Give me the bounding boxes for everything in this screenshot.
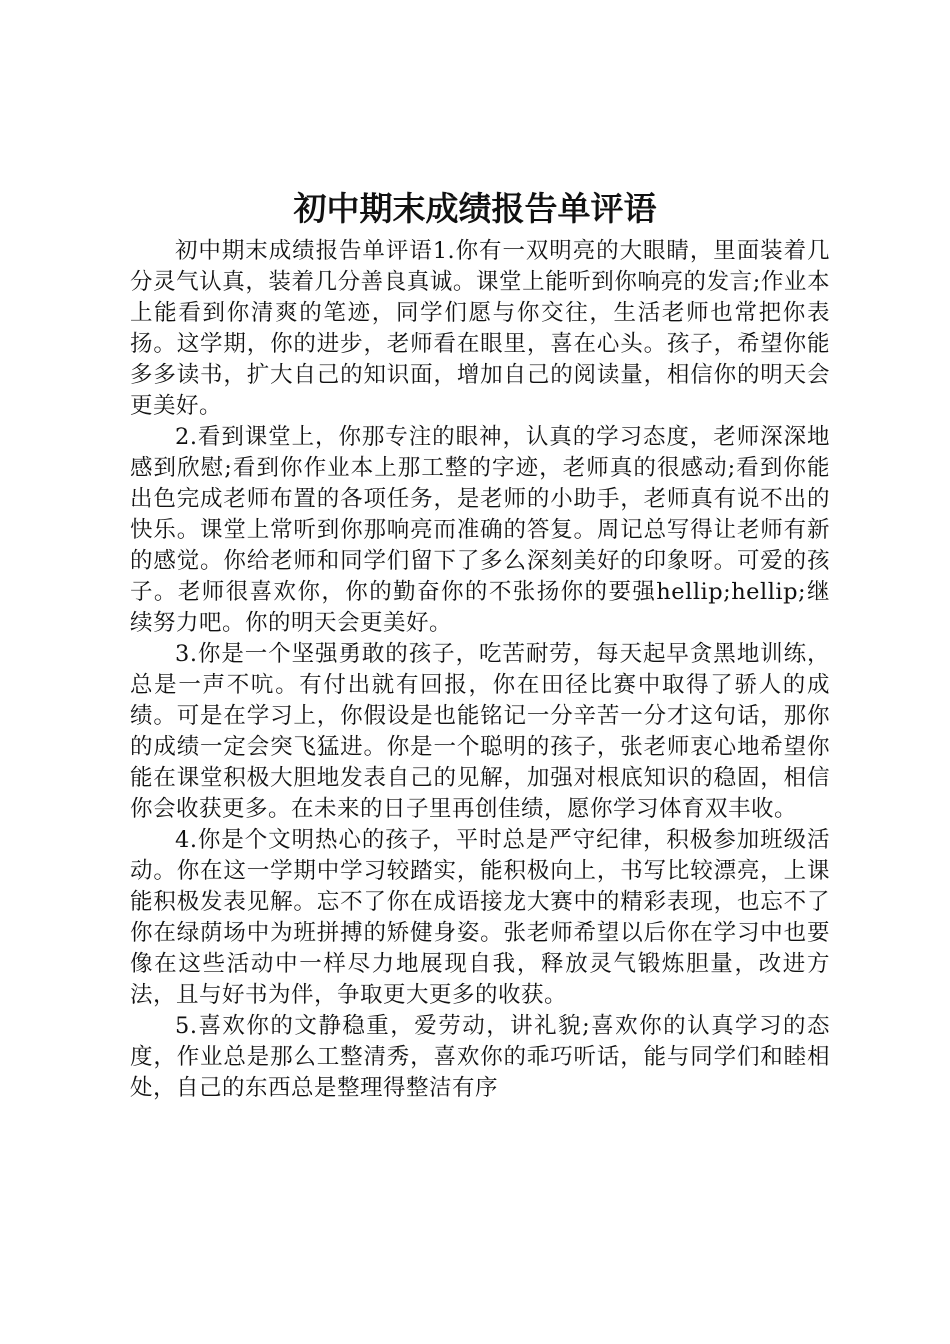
- document-title: 初中期末成绩报告单评语: [293, 189, 657, 228]
- paragraph-4: 4.你是个文明热心的孩子，平时总是严守纪律，积极参加班级活动。你在这一学期中学习较踏实，能积极向上，书写比较漂亮，上课能积极发表见解。忘不了你在成语接龙大赛中的精彩表现，也忘不了你在绿荫场中为班拼搏的矫健身姿。张老师希望以后你在学习中也要像在这些活动中一样尽力地展现自我，释放灵气锻炼胆量，改进方法，且与好书为伴，争取更大更多的收获。: [130, 827, 830, 1008]
- paragraph-2: 2.看到课堂上，你那专注的眼神，认真的学习态度，老师深深地感到欣慰;看到你作业本上那工整的字迹，老师真的很感动;看到你能出色完成老师布置的各项任务，是老师的小助手，老师真有说不出的快乐。课堂上常听到你那响亮而准确的答复。周记总写得让老师有新的感觉。你给老师和同学们留下了多么深刻美好的印象呀。可爱的孩子。老师很喜欢你，你的勤奋你的不张扬你的要强hellip;hellip;继续努力吧。你的明天会更美好。: [130, 424, 830, 636]
- document-body: [130, 236, 830, 1104]
- paragraph-3: 3.你是一个坚强勇敢的孩子，吃苦耐劳，每天起早贪黑地训练，总是一声不吭。有付出就有回报，你在田径比赛中取得了骄人的成绩。可是在学习上，你假设是也能铭记一分辛苦一分才这句话，那你的成绩一定会突飞猛进。你是一个聪明的孩子，张老师衷心地希望你能在课堂积极大胆地发表自己的见解，加强对根底知识的稳固，相信你会收获更多。在未来的日子里再创佳绩，愿你学习体育双丰收。: [130, 641, 830, 822]
- paragraph-5: 5.喜欢你的文静稳重，爱劳动，讲礼貌;喜欢你的认真学习的态度，作业总是那么工整清秀，喜欢你的乖巧听话，能与同学们和睦相处，自己的东西总是整理得整洁有序: [130, 1013, 830, 1101]
- paragraph-1: 初中期末成绩报告单评语1.你有一双明亮的大眼睛，里面装着几分灵气认真，装着几分善良真诚。课堂上能听到你响亮的发言;作业本上能看到你清爽的笔迹，同学们愿与你交往，生活老师也常把你表扬。这学期，你的进步，老师看在眼里，喜在心头。孩子，希望你能多多读书，扩大自己的知识面，增加自己的阅读量，相信你的明天会更美好。: [130, 238, 830, 419]
